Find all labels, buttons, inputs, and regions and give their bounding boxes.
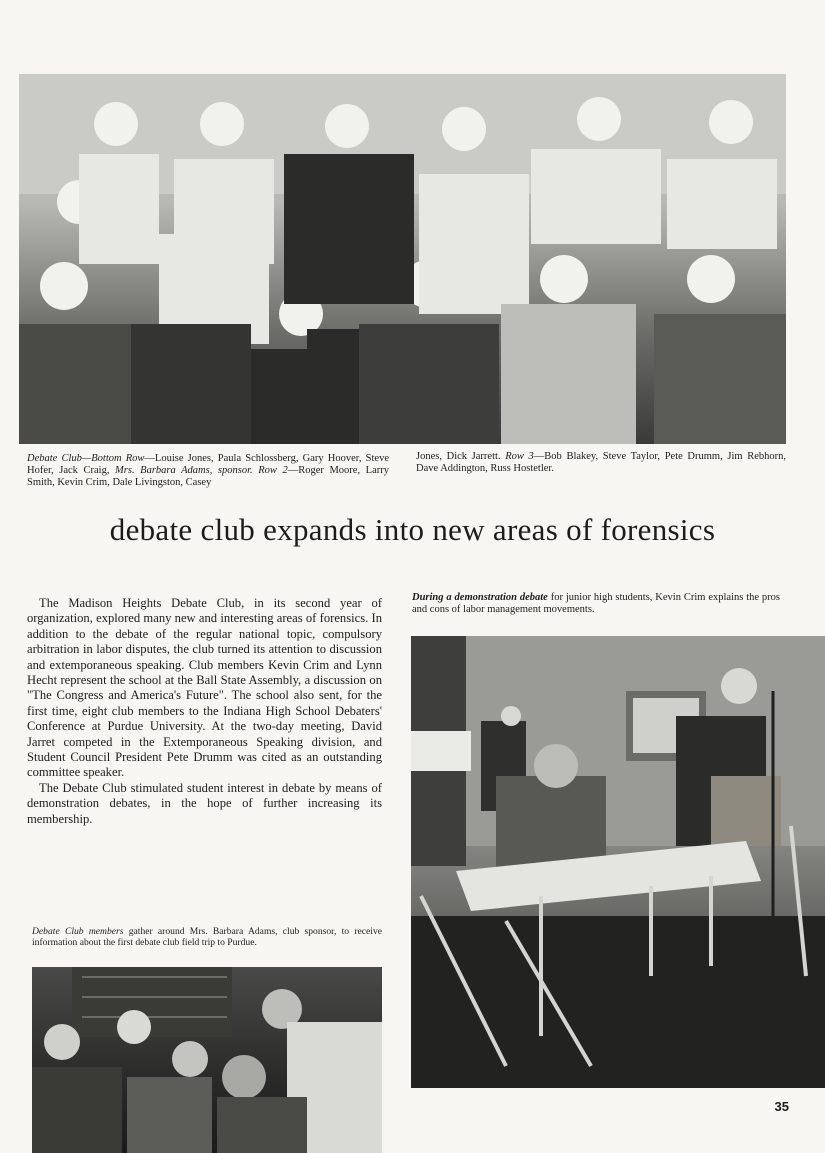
caption-text: —Bob Blakey, Steve Taylor, Pete Drumm, Jim Rebhorn, Dave Addington, Russ Hostetler. (416, 451, 786, 474)
caption-lead: Debate Club members (32, 926, 124, 937)
group-photo-caption-right (416, 451, 786, 475)
debate-club-group-photo (19, 74, 786, 444)
caption-lead: During a demonstration debate (412, 592, 548, 603)
caption-sponsor: Mrs. Barbara Adams, sponsor. (115, 465, 253, 476)
group-photo-caption-left (27, 453, 389, 489)
caption-text: for junior high students, Kevin Crim explains the pros and cons of labor management movements. (412, 592, 780, 615)
article-paragraph: The Madison Heights Debate Club, in its second year of organization, explored many new and interesting areas of forensics. In addition to the debate of the regular national topic, compulsory arbitration in labor disputes, the club turned its attention to discussion and extemporaneous speaking. Club members Kevin Crim and Lynn Hecht represent the school at the Ball State Assembly, a discussion on "The Congress and America's Future". The school also sent, for the first time, eight club members to the Indiana High School Debaters' Conference at Purdue University. At the two-day meeting, David Jarret competed in the Extemporaneous Speaking division, and Student Council President Pete Drumm was cited as an outstanding committee speaker. (27, 596, 382, 780)
caption-text: gather around Mrs. Barbara Adams, club sponsor, to receive information about the first debate club field trip to Purdue. (32, 926, 383, 948)
caption-text: —Roger Moore, Larry Smith, Kevin Crim, Dale Livingston, Casey (27, 465, 389, 488)
caption-text: Jones, Dick Jarrett. (416, 451, 506, 462)
demonstration-debate-photo (411, 636, 825, 1088)
article-paragraph: The Debate Club stimulated student interest in debate by means of demonstration debates, in the hope of further increasing its membership. (27, 780, 382, 826)
caption-row-label: Row 2 (258, 465, 288, 476)
article-body (27, 596, 382, 827)
page-number: 35 (774, 1099, 789, 1114)
caption-lead: Debate Club—Bottom Row (27, 453, 145, 464)
caption-text: —Louise Jones, Paula Schlossberg, Gary Hoover, Steve Hofer, Jack Craig, (27, 453, 389, 476)
caption-row-label: Row 3 (505, 451, 534, 462)
members-photo-caption (32, 926, 382, 948)
club-members-photo (32, 967, 382, 1153)
page-headline: debate club expands into new areas of forensics (109, 512, 716, 547)
demonstration-photo-caption (412, 592, 780, 616)
